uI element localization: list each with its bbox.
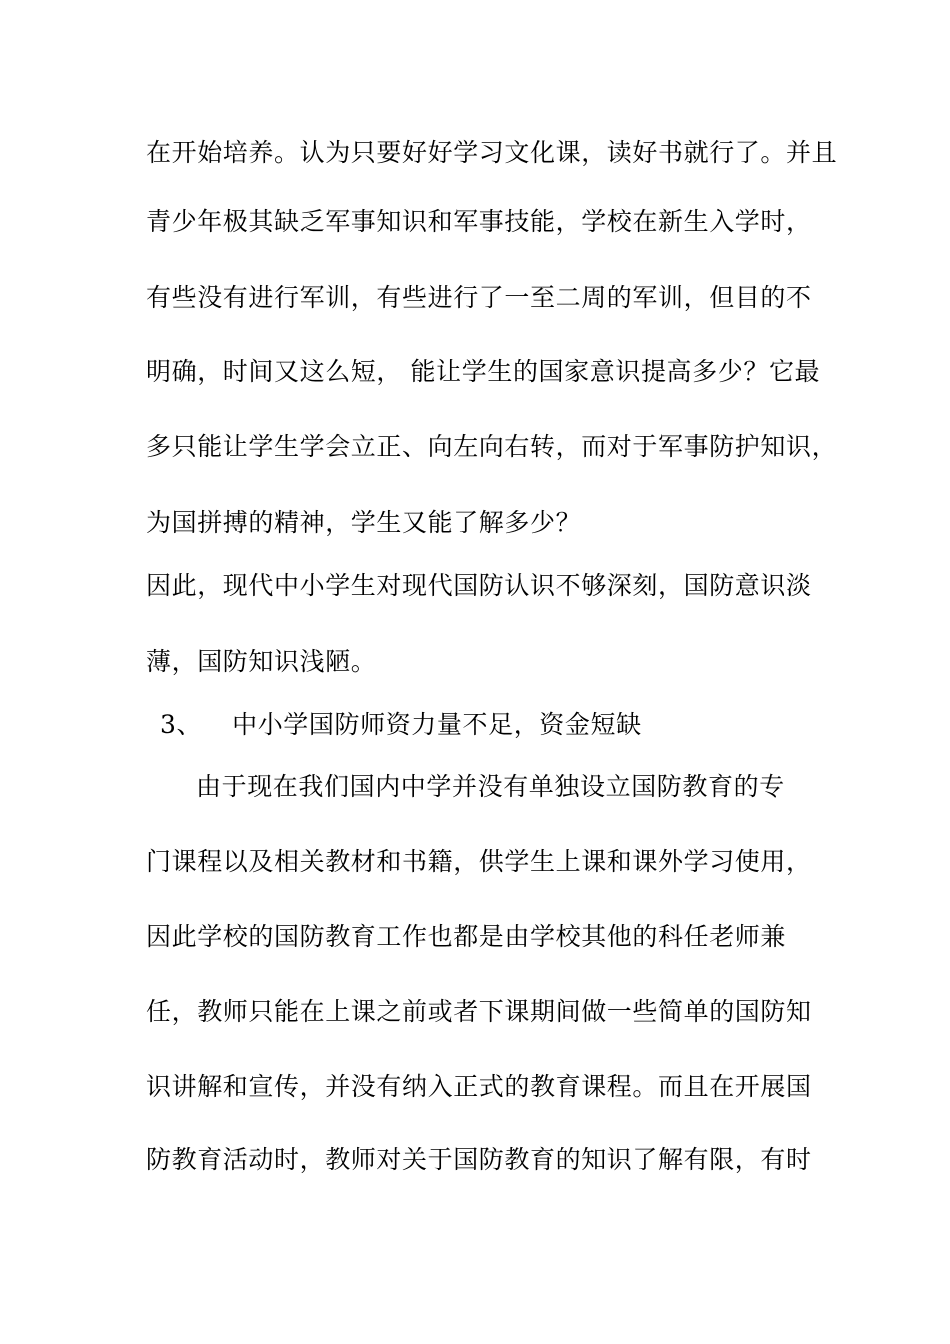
text-line: 青少年极其缺乏军事知识和军事技能，学校在新生入学时， bbox=[146, 207, 812, 236]
text-line: 多只能让学生学会立正、向左向右转，而对于军事防护知识， bbox=[146, 432, 838, 461]
text-line: 因此学校的国防教育工作也都是由学校其他的科任老师兼 bbox=[146, 922, 787, 951]
text-line: 防教育活动时，教师对关于国防教育的知识了解有限，有时 bbox=[146, 1145, 812, 1174]
text-line: 门课程以及相关教材和书籍，供学生上课和课外学习使用， bbox=[146, 847, 812, 876]
text-line: 为国拼搏的精神，学生又能了解多少？ bbox=[146, 508, 582, 537]
text-line: 薄，国防知识浅陋。 bbox=[146, 647, 377, 676]
paragraph-first-line: 由于现在我们国内中学并没有单独设立国防教育的专 bbox=[196, 772, 785, 801]
text-line: 明确，时间又这么短， 能让学生的国家意识提高多少？它最 bbox=[146, 357, 821, 386]
text-line: 因此，现代中小学生对现代国防认识不够深刻，国防意识淡 bbox=[146, 571, 812, 600]
section-number: 3、 bbox=[160, 710, 203, 739]
section-title: 中小学国防师资力量不足，资金短缺 bbox=[232, 710, 642, 739]
section-heading bbox=[160, 709, 830, 741]
text-line: 任，教师只能在上课之前或者下课期间做一些简单的国防知 bbox=[146, 997, 812, 1026]
text-line: 识讲解和宣传，并没有纳入正式的教育课程。而且在开展国 bbox=[146, 1072, 812, 1101]
text-line: 在开始培养。认为只要好好学习文化课，读好书就行了。并且 bbox=[146, 138, 838, 167]
text-line: 有些没有进行军训，有些进行了一至二周的军训，但目的不 bbox=[146, 283, 812, 312]
